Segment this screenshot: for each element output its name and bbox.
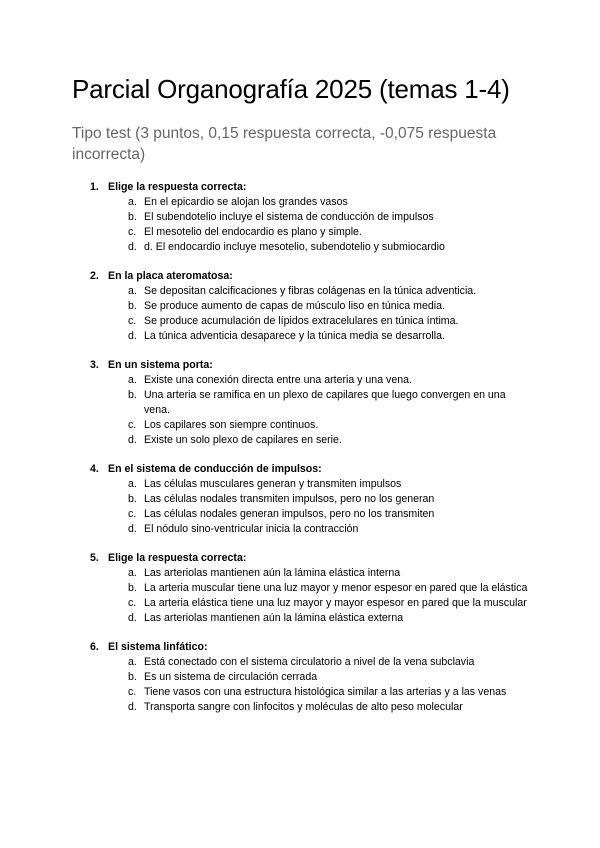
option-text: Una arteria se ramifica en un plexo de capilares que luego convergen en una vena. — [144, 389, 506, 416]
option-text: Las arteriolas mantienen aún la lámina elástica externa — [144, 612, 404, 624]
option-a — [128, 477, 530, 492]
option-c — [128, 314, 530, 329]
option-text: Se produce aumento de capas de músculo liso en túnica media. — [144, 300, 445, 312]
option-letter: a. — [128, 196, 137, 208]
option-a — [128, 655, 530, 670]
option-letter: a. — [128, 478, 137, 490]
option-c — [128, 507, 530, 522]
question-text: Elige la respuesta correcta: — [108, 552, 247, 564]
option-text: Es un sistema de circulación cerrada — [144, 671, 318, 683]
question-text: En un sistema porta: — [108, 359, 213, 371]
option-text: Se depositan calcificaciones y fibras colágenas en la túnica adventicia. — [144, 285, 477, 297]
option-letter: a. — [128, 374, 137, 386]
question-3 — [90, 358, 530, 448]
option-list — [90, 566, 530, 626]
option-text: El nódulo sino-ventricular inicia la contracción — [144, 523, 359, 535]
option-d — [128, 611, 530, 626]
question-text: Elige la respuesta correcta: — [108, 181, 247, 193]
option-letter: c. — [128, 508, 137, 520]
question-number: 5. — [90, 552, 99, 564]
question-number: 4. — [90, 463, 99, 475]
option-b — [128, 388, 530, 418]
question-1 — [90, 180, 530, 255]
option-text: Está conectado con el sistema circulatorio a nivel de la vena subclavia — [144, 656, 475, 668]
option-text: En el epicardio se alojan los grandes vasos — [144, 196, 348, 208]
option-letter: d. — [128, 241, 137, 253]
question-header — [90, 269, 530, 284]
question-header — [90, 462, 530, 477]
option-d — [128, 329, 530, 344]
option-c — [128, 596, 530, 611]
option-d — [128, 522, 530, 537]
option-list — [90, 373, 530, 448]
option-text: La arteria elástica tiene una luz mayor y mayor espesor en pared que la muscular — [144, 597, 527, 609]
question-text: En el sistema de conducción de impulsos: — [108, 463, 322, 475]
option-a — [128, 284, 530, 299]
option-list — [90, 284, 530, 344]
option-a — [128, 373, 530, 388]
option-letter: d. — [128, 330, 137, 342]
question-number: 1. — [90, 181, 99, 193]
option-letter: c. — [128, 315, 137, 327]
page-title: Parcial Organografía 2025 (temas 1-4) — [72, 74, 510, 104]
question-header — [90, 180, 530, 195]
option-letter: c. — [128, 226, 137, 238]
option-letter: c. — [128, 419, 137, 431]
question-number: 3. — [90, 359, 99, 371]
option-text: Los capilares son siempre continuos. — [144, 419, 319, 431]
question-number: 6. — [90, 641, 99, 653]
option-letter: b. — [128, 211, 137, 223]
option-letter: c. — [128, 686, 137, 698]
option-letter: a. — [128, 656, 137, 668]
option-b — [128, 670, 530, 685]
option-d — [128, 433, 530, 448]
option-d — [128, 700, 530, 715]
question-5 — [90, 551, 530, 626]
question-header — [90, 358, 530, 373]
option-text: Transporta sangre con linfocitos y moléculas de alto peso molecular — [144, 701, 463, 713]
option-text: d. El endocardio incluye mesotelio, subendotelio y submiocardio — [144, 241, 445, 253]
option-list — [90, 655, 530, 715]
option-text: Existe un solo plexo de capilares en serie. — [144, 434, 342, 446]
option-text: La arteria muscular tiene una luz mayor y menor espesor en pared que la elástica — [144, 582, 528, 594]
question-2 — [90, 269, 530, 344]
option-text: Las células musculares generan y transmiten impulsos — [144, 478, 402, 490]
option-letter: d. — [128, 701, 137, 713]
option-a — [128, 566, 530, 581]
option-a — [128, 195, 530, 210]
option-list — [90, 477, 530, 537]
question-4 — [90, 462, 530, 537]
question-list — [90, 180, 530, 729]
option-c — [128, 225, 530, 240]
option-letter: b. — [128, 300, 137, 312]
option-text: El subendotelio incluye el sistema de conducción de impulsos — [144, 211, 434, 223]
option-text: Las arteriolas mantienen aún la lámina elástica interna — [144, 567, 401, 579]
option-letter: c. — [128, 597, 137, 609]
option-c — [128, 685, 530, 700]
question-number: 2. — [90, 270, 99, 282]
question-header — [90, 551, 530, 566]
option-letter: a. — [128, 567, 137, 579]
page-subtitle: Tipo test (3 puntos, 0,15 respuesta correcta, -0,075 respuesta incorrecta) — [72, 125, 497, 163]
option-text: Tiene vasos con una estructura histológica similar a las arterias y a las venas — [144, 686, 507, 698]
option-b — [128, 492, 530, 507]
option-c — [128, 418, 530, 433]
option-letter: a. — [128, 285, 137, 297]
option-letter: d. — [128, 434, 137, 446]
question-6 — [90, 640, 530, 715]
option-letter: b. — [128, 671, 137, 683]
option-b — [128, 210, 530, 225]
option-letter: d. — [128, 612, 137, 624]
option-text: Existe una conexión directa entre una arteria y una vena. — [144, 374, 412, 386]
question-header — [90, 640, 530, 655]
option-text: Las células nodales generan impulsos, pero no los transmiten — [144, 508, 435, 520]
option-letter: b. — [128, 582, 137, 594]
question-text: El sistema linfático: — [108, 641, 208, 653]
option-text: La túnica adventicia desaparece y la túnica media se desarrolla. — [144, 330, 445, 342]
option-b — [128, 299, 530, 314]
question-text: En la placa ateromatosa: — [108, 270, 233, 282]
option-letter: b. — [128, 389, 137, 401]
option-text: Las células nodales transmiten impulsos, pero no los generan — [144, 493, 435, 505]
option-letter: d. — [128, 523, 137, 535]
option-d — [128, 240, 530, 255]
option-list — [90, 195, 530, 255]
option-b — [128, 581, 530, 596]
option-text: Se produce acumulación de lípidos extracelulares en túnica íntima. — [144, 315, 459, 327]
option-letter: b. — [128, 493, 137, 505]
option-text: El mesotelio del endocardio es plano y simple. — [144, 226, 362, 238]
